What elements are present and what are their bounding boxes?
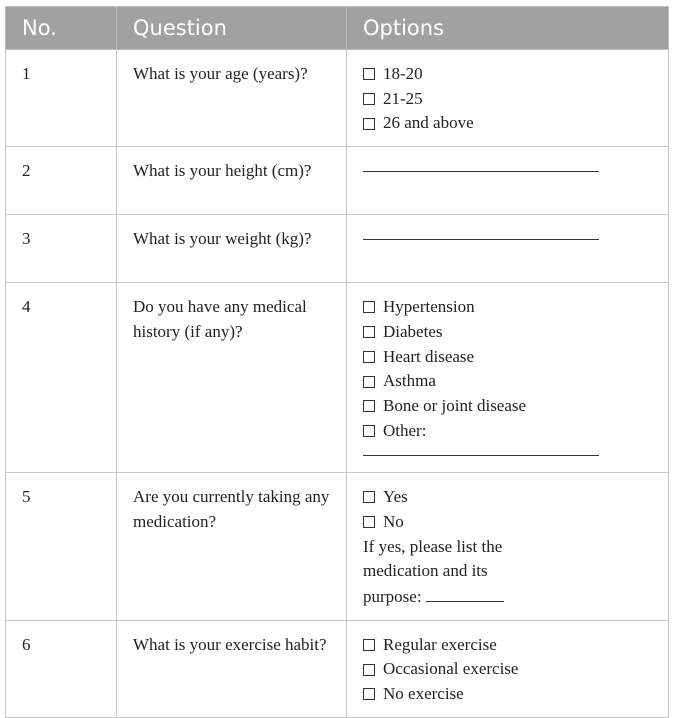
option-label: Diabetes <box>383 321 443 341</box>
medication-followup <box>363 535 523 610</box>
question-text: What is your weight (kg)? <box>117 215 347 283</box>
other-answer-line[interactable] <box>363 443 599 456</box>
checkbox[interactable] <box>363 516 375 528</box>
option[interactable] <box>363 295 656 320</box>
option[interactable] <box>363 62 656 87</box>
row-number: 1 <box>6 50 117 147</box>
options-cell <box>347 620 669 717</box>
option[interactable] <box>363 394 656 419</box>
checkbox[interactable] <box>363 664 375 676</box>
option[interactable] <box>363 485 656 510</box>
option-label: Hypertension <box>383 297 475 317</box>
checkbox[interactable] <box>363 376 375 388</box>
option-label: No <box>383 511 404 531</box>
option-label: 18-20 <box>383 64 423 83</box>
option[interactable] <box>363 510 656 535</box>
option[interactable] <box>363 657 656 682</box>
question-text: Do you have any medical history (if any)? <box>117 283 347 473</box>
followup-text: If yes, please list the medication and its purpose: <box>363 536 503 606</box>
header-options: Options <box>347 7 669 50</box>
options-cell <box>347 215 669 283</box>
checkbox[interactable] <box>363 326 375 338</box>
option-label: Yes <box>383 487 408 507</box>
checkbox[interactable] <box>363 68 375 80</box>
options-cell <box>347 147 669 215</box>
medication-answer-line[interactable] <box>426 584 504 602</box>
option-label: No exercise <box>383 684 464 704</box>
table-row <box>6 473 669 621</box>
option-label: Other: <box>383 420 427 440</box>
checkbox[interactable] <box>363 491 375 503</box>
checkbox[interactable] <box>363 351 375 363</box>
row-number: 4 <box>6 283 117 473</box>
checkbox[interactable] <box>363 639 375 651</box>
option[interactable] <box>363 682 656 707</box>
checkbox[interactable] <box>363 425 375 437</box>
option-label: 21-25 <box>383 88 423 108</box>
question-text: What is your age (years)? <box>117 50 347 147</box>
questionnaire-table <box>5 6 669 718</box>
checkbox[interactable] <box>363 400 375 412</box>
option[interactable] <box>363 369 656 394</box>
row-number: 5 <box>6 473 117 621</box>
answer-line[interactable] <box>363 159 599 172</box>
row-number: 3 <box>6 215 117 283</box>
option-label: Bone or joint disease <box>383 395 527 415</box>
options-cell <box>347 50 669 147</box>
answer-line[interactable] <box>363 227 599 240</box>
option[interactable] <box>363 320 656 345</box>
option-label: Regular exercise <box>383 634 497 654</box>
option[interactable] <box>363 111 656 136</box>
table-row <box>6 147 669 215</box>
option-label: 26 and above <box>383 113 474 133</box>
question-text: Are you currently taking any medication? <box>117 473 347 621</box>
option[interactable] <box>363 87 656 112</box>
header-no: No. <box>6 7 117 50</box>
row-number: 2 <box>6 147 117 215</box>
checkbox[interactable] <box>363 93 375 105</box>
option-label: Occasional exercise <box>383 659 519 679</box>
options-cell <box>347 283 669 473</box>
checkbox[interactable] <box>363 118 375 130</box>
header-row <box>6 7 669 50</box>
checkbox[interactable] <box>363 301 375 313</box>
table-row <box>6 283 669 473</box>
row-number: 6 <box>6 620 117 717</box>
option-label: Heart disease <box>383 346 475 366</box>
checkbox[interactable] <box>363 688 375 700</box>
table-row <box>6 50 669 147</box>
table-row <box>6 620 669 717</box>
option-label: Asthma <box>383 371 436 391</box>
option[interactable] <box>363 419 656 444</box>
option[interactable] <box>363 345 656 370</box>
table-row <box>6 215 669 283</box>
options-cell <box>347 473 669 621</box>
option[interactable] <box>363 633 656 658</box>
question-text: What is your exercise habit? <box>117 620 347 717</box>
question-text: What is your height (cm)? <box>117 147 347 215</box>
header-question: Question <box>117 7 347 50</box>
